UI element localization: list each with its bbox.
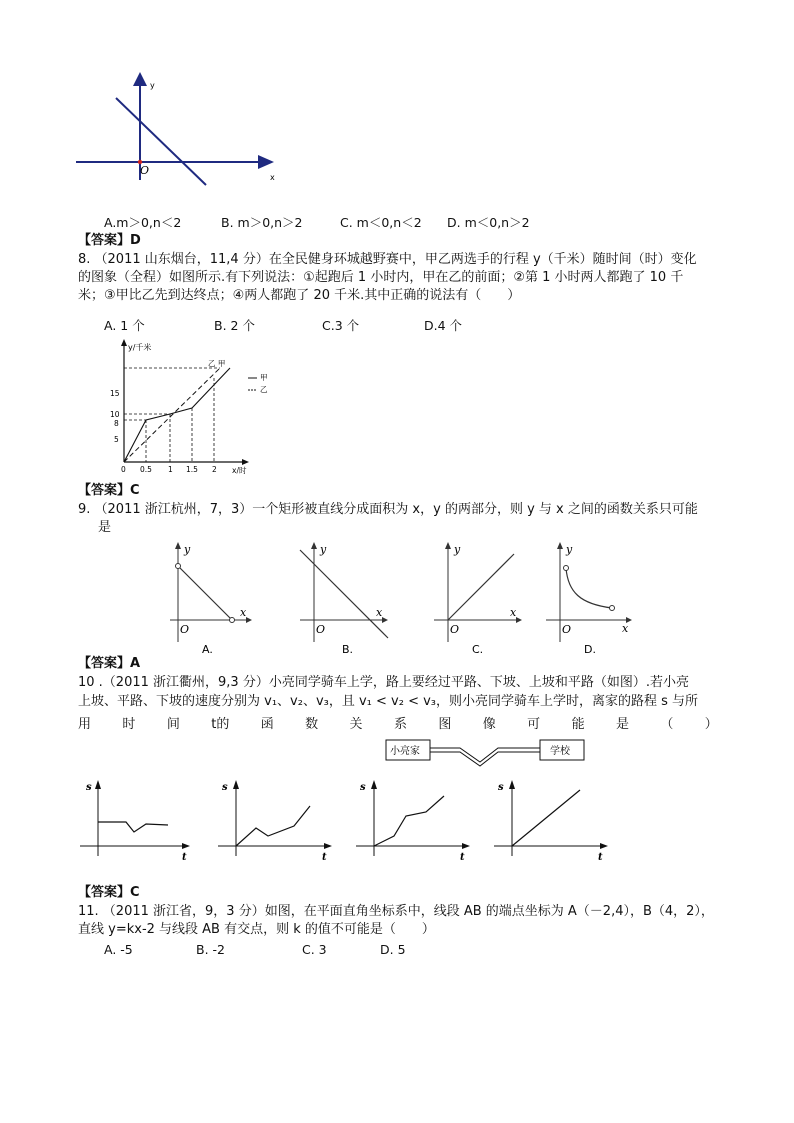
q8-legend-yi: 乙 [260,385,268,394]
q8-legend-jia: 甲 [260,373,268,382]
q7-x-label: x [270,173,275,182]
q9-graph-c [430,540,530,660]
q9-graph-b [296,540,396,660]
q10-graph-a [76,776,196,864]
q10-d-t: t [598,852,603,863]
q7-option-c: C. m＜0,n＜2 [340,215,422,230]
q10-school-label: 学校 [550,746,570,757]
q9-c-label: C. [472,643,484,656]
q9-d-x-label: x [622,622,629,635]
q9-c-origin: O [450,623,460,636]
q8-y-axis-label: y/千米 [128,343,152,352]
q7-graph [70,70,290,190]
q11-option-d: D. 5 [380,942,406,957]
q11-option-c: C. 3 [302,942,327,957]
q11-option-a: A. -5 [104,942,133,957]
q9-a-x-label: x [240,606,247,619]
q9-d-origin: O [562,623,572,636]
q8-xtick-2: 2 [212,465,217,474]
q8-question-line1: 8. （2011 山东烟台，11,4 分）在全民健身环城越野赛中，甲乙两选手的行程 y（千米）随时间（时）变化 [78,252,697,267]
q8-option-d: D.4 个 [424,318,463,333]
q10-question-line1: 10 .（2011 浙江衢州，9,3 分）小亮同学骑车上学，路上要经过平路、下坡、上坡和平路（如图）.若小亮 [78,675,689,690]
q8-top-label: 乙 甲 [208,359,226,368]
q9-question-line2: 是 [98,520,112,535]
q10-graph-c [352,776,476,864]
q9-b-y-label: y [320,543,327,556]
q9-c-y-label: y [454,543,461,556]
q7-option-a: A.m＞0,n＜2 [104,215,182,230]
q9-d-y-label: y [566,543,573,556]
q10-c-t: t [460,852,465,863]
q8-ytick-10: 10 [110,410,120,419]
q8-ytick-8: 8 [114,419,119,428]
q7-x-arrow [258,155,274,169]
q7-option-d: D. m＜0,n＞2 [447,215,530,230]
q10-b-s: s [222,782,228,793]
q8-option-a: A. 1 个 [104,318,145,333]
q9-b-origin: O [316,623,326,636]
q11-option-b: B. -2 [196,942,225,957]
q9-a-label: A. [202,643,213,656]
q8-ytick-15: 15 [110,389,120,398]
q8-xtick-0: 0 [121,465,126,474]
q8-xtick-1-5: 1.5 [186,465,198,474]
q11-question-line1: 11. （2011 浙江省，9，3 分）如图，在平面直角坐标系中，线段 AB 的端点坐标为 A（－2,4），B（4，2）， [78,904,714,919]
q8-answer: 【答案】C [78,483,140,498]
q10-a-s: s [86,782,92,793]
q8-graph [108,338,278,478]
q8-x-axis-label: x/时 [232,466,247,475]
q9-b-x-label: x [376,606,383,619]
q7-origin-label: O [140,164,150,177]
q9-graph-d [542,540,642,660]
q8-y-arrow [121,339,127,346]
q8-xtick-0-5: 0.5 [140,465,152,474]
q8-option-b: B. 2 个 [214,318,255,333]
q10-d-s: s [498,782,504,793]
q10-a-t: t [182,852,187,863]
q10-question-line2: 上坡、平路、下坡的速度分别为 v₁、v₂、v₃，且 v₁ < v₂ < v₃，则小亮同学骑车上学时，离家的路程 s 与所 [78,694,699,709]
q10-graph-b [214,776,338,864]
q10-c-s: s [360,782,366,793]
q7-answer: 【答案】D [78,233,141,248]
q9-d-label: D. [584,643,596,656]
q7-y-arrow [133,72,147,86]
q10-question-line3: 用 时 间 t的 函 数 关 系 图 像 可 能 是 （ ） [78,717,718,732]
q7-line [116,98,206,185]
q10-home-label: 小亮家 [390,746,420,757]
q11-question-line2: 直线 y=kx-2 与线段 AB 有交点，则 k 的值不可能是（ ） [78,922,435,937]
q9-a-y-label: y [184,543,191,556]
q8-xtick-1: 1 [168,465,173,474]
q10-b-t: t [322,852,327,863]
q9-graph-a [160,540,260,660]
q10-answer: 【答案】C [78,885,140,900]
q7-y-label: y [150,81,155,90]
q9-c-x-label: x [510,606,517,619]
q8-ytick-5: 5 [114,435,119,444]
q8-option-c: C.3 个 [322,318,360,333]
q9-a-origin: O [180,623,190,636]
q7-option-b: B. m＞0,n＞2 [221,215,303,230]
q9-b-label: B. [342,643,354,656]
q8-x-arrow [242,459,249,465]
q10-graph-d [490,776,614,864]
q8-line-yi [124,368,220,462]
q8-question-line2: 的图象（全程）如图所示.有下列说法：①起跑后 1 小时内，甲在乙的前面；②第 1 小时两人都跑了 10 千 [78,270,684,285]
q8-question-line3: 米；③甲比乙先到达终点；④两人都跑了 20 千米.其中正确的说法有（ ） [78,288,521,303]
q10-route-diagram [380,736,590,772]
q9-answer: 【答案】A [78,656,141,671]
q9-question-line1: 9. （2011 浙江杭州，7，3）一个矩形被直线分成面积为 x，y 的两部分，则 y 与 x 之间的函数关系只可能 [78,502,698,517]
